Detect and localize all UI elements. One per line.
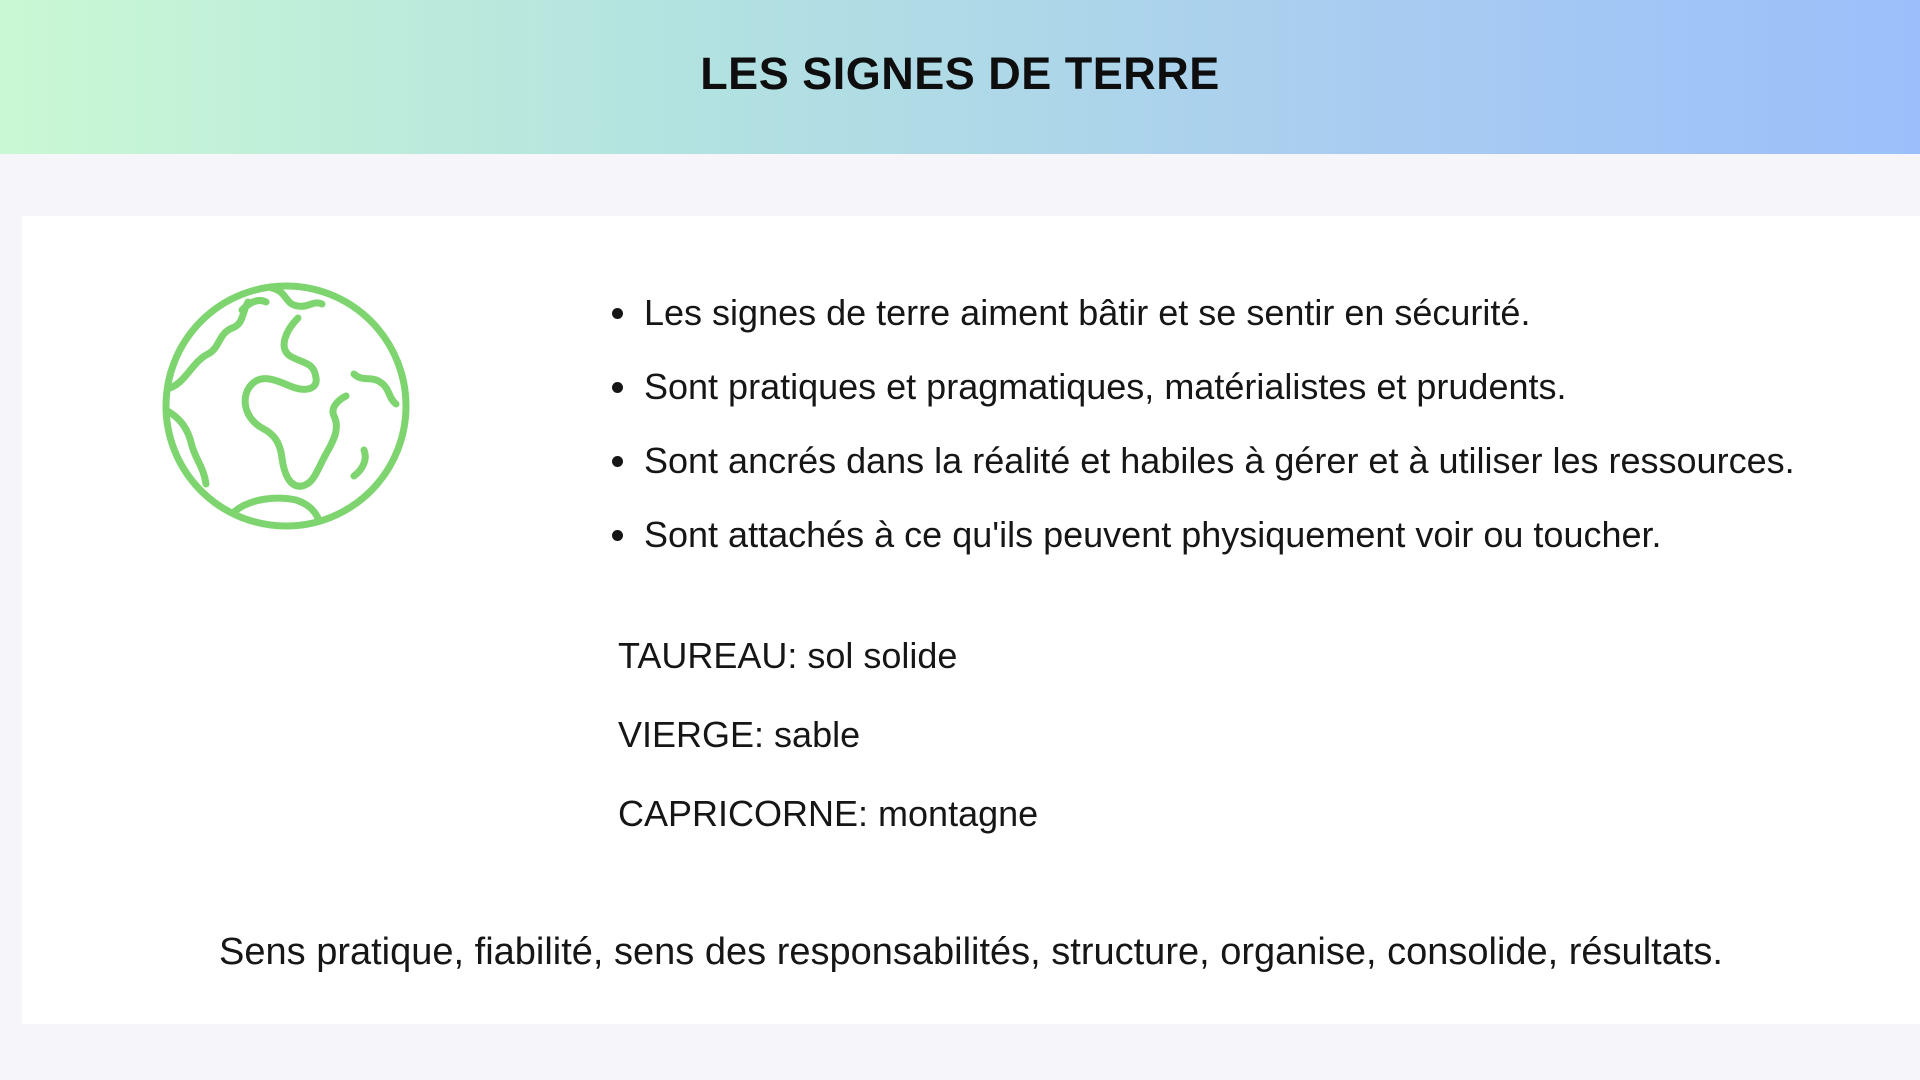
summary-text: Sens pratique, fiabilité, sens des responsabilités, structure, organise, consolide, résultats. [219,931,1723,973]
title-banner [0,0,1920,154]
list-item: Sont pratiques et pragmatiques, matérialistes et prudents. [612,350,1795,424]
traits-list [612,276,1795,572]
sign-capricorne: CAPRICORNE: montagne [618,793,1039,834]
sign-taureau: TAUREAU: sol solide [618,635,958,676]
list-item: Sont attachés à ce qu'ils peuvent physiquement voir ou toucher. [612,498,1795,572]
content-card [22,216,1920,1024]
page-title: LES SIGNES DE TERRE [700,48,1220,99]
list-item: Les signes de terre aiment bâtir et se sentir en sécurité. [612,276,1795,350]
sign-vierge: VIERGE: sable [618,714,861,755]
globe-icon [158,278,414,534]
list-item: Sont ancrés dans la réalité et habiles à gérer et à utiliser les ressources. [612,424,1795,498]
signs-list [618,616,1038,853]
